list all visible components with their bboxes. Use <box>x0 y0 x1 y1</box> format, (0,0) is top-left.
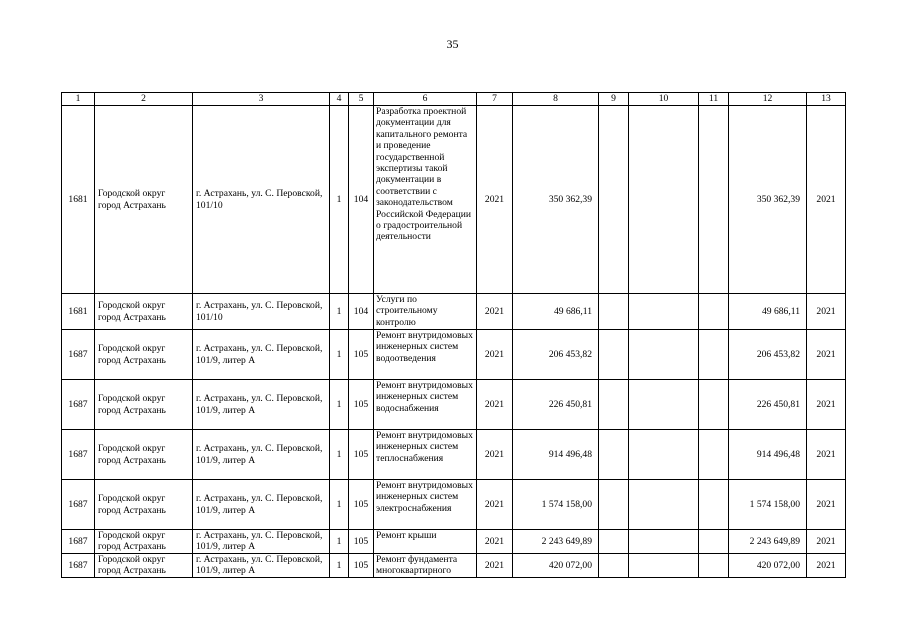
year-cell: 2021 <box>477 480 513 530</box>
cost-cell: 350 362,39 <box>513 106 599 294</box>
address-cell: г. Астрахань, ул. С. Перовской, 101/9, литер А <box>193 330 330 380</box>
row-number: 1687 <box>62 553 95 577</box>
col11-cell <box>699 330 729 380</box>
table-row <box>62 530 846 554</box>
table-row <box>62 553 846 577</box>
col10-cell <box>629 294 699 330</box>
col11-cell <box>699 430 729 480</box>
total-cost-cell: 420 072,00 <box>729 553 807 577</box>
municipality-cell: Городской округ город Астрахань <box>95 330 193 380</box>
total-cost-cell: 49 686,11 <box>729 294 807 330</box>
col-header: 13 <box>807 93 846 106</box>
col4-cell: 1 <box>330 480 349 530</box>
year-cell: 2021 <box>477 294 513 330</box>
address-cell: г. Астрахань, ул. С. Перовской, 101/9, литер А <box>193 553 330 577</box>
col5-cell: 105 <box>349 480 374 530</box>
col9-cell <box>599 530 629 554</box>
col11-cell <box>699 553 729 577</box>
col4-cell: 1 <box>330 380 349 430</box>
col10-cell <box>629 106 699 294</box>
col-header: 11 <box>699 93 729 106</box>
completion-year-cell: 2021 <box>807 294 846 330</box>
cost-cell: 914 496,48 <box>513 430 599 480</box>
col10-cell <box>629 480 699 530</box>
total-cost-cell: 226 450,81 <box>729 380 807 430</box>
col9-cell <box>599 330 629 380</box>
work-type-cell: Ремонт внутридомовых инженерных систем водоснабжения <box>374 380 477 430</box>
table-row <box>62 330 846 380</box>
year-cell: 2021 <box>477 530 513 554</box>
col9-cell <box>599 380 629 430</box>
year-cell: 2021 <box>477 330 513 380</box>
col-header: 7 <box>477 93 513 106</box>
col10-cell <box>629 380 699 430</box>
col-header: 12 <box>729 93 807 106</box>
municipality-cell: Городской округ город Астрахань <box>95 553 193 577</box>
col9-cell <box>599 106 629 294</box>
total-cost-cell: 1 574 158,00 <box>729 480 807 530</box>
table-row <box>62 480 846 530</box>
col-header: 1 <box>62 93 95 106</box>
year-cell: 2021 <box>477 106 513 294</box>
completion-year-cell: 2021 <box>807 530 846 554</box>
work-type-cell: Ремонт внутридомовых инженерных систем теплоснабжения <box>374 430 477 480</box>
municipality-cell: Городской округ город Астрахань <box>95 294 193 330</box>
cost-cell: 420 072,00 <box>513 553 599 577</box>
col-header: 3 <box>193 93 330 106</box>
year-cell: 2021 <box>477 380 513 430</box>
address-cell: г. Астрахань, ул. С. Перовской, 101/9, литер А <box>193 530 330 554</box>
col10-cell <box>629 530 699 554</box>
col-header: 5 <box>349 93 374 106</box>
col4-cell: 1 <box>330 430 349 480</box>
col5-cell: 105 <box>349 430 374 480</box>
col4-cell: 1 <box>330 530 349 554</box>
col-header: 4 <box>330 93 349 106</box>
total-cost-cell: 350 362,39 <box>729 106 807 294</box>
col5-cell: 105 <box>349 380 374 430</box>
completion-year-cell: 2021 <box>807 106 846 294</box>
col4-cell: 1 <box>330 294 349 330</box>
column-number-row <box>62 93 846 106</box>
municipality-cell: Городской округ город Астрахань <box>95 530 193 554</box>
page-number: 35 <box>446 37 459 51</box>
completion-year-cell: 2021 <box>807 480 846 530</box>
col11-cell <box>699 380 729 430</box>
col4-cell: 1 <box>330 106 349 294</box>
col9-cell <box>599 294 629 330</box>
address-cell: г. Астрахань, ул. С. Перовской, 101/10 <box>193 294 330 330</box>
cost-cell: 2 243 649,89 <box>513 530 599 554</box>
address-cell: г. Астрахань, ул. С. Перовской, 101/10 <box>193 106 330 294</box>
total-cost-cell: 206 453,82 <box>729 330 807 380</box>
col5-cell: 104 <box>349 106 374 294</box>
col5-cell: 104 <box>349 294 374 330</box>
col4-cell: 1 <box>330 330 349 380</box>
col11-cell <box>699 294 729 330</box>
year-cell: 2021 <box>477 553 513 577</box>
col10-cell <box>629 330 699 380</box>
col11-cell <box>699 106 729 294</box>
col10-cell <box>629 553 699 577</box>
col-header: 2 <box>95 93 193 106</box>
cost-cell: 226 450,81 <box>513 380 599 430</box>
cost-cell: 49 686,11 <box>513 294 599 330</box>
row-number: 1681 <box>62 294 95 330</box>
row-number: 1687 <box>62 430 95 480</box>
col5-cell: 105 <box>349 330 374 380</box>
col-header: 9 <box>599 93 629 106</box>
table-row <box>62 106 846 294</box>
total-cost-cell: 914 496,48 <box>729 430 807 480</box>
year-cell: 2021 <box>477 430 513 480</box>
municipality-cell: Городской округ город Астрахань <box>95 106 193 294</box>
row-number: 1687 <box>62 380 95 430</box>
row-number: 1681 <box>62 106 95 294</box>
capital-repair-table <box>61 92 846 578</box>
col5-cell: 105 <box>349 553 374 577</box>
table-row <box>62 380 846 430</box>
col5-cell: 105 <box>349 530 374 554</box>
address-cell: г. Астрахань, ул. С. Перовской, 101/9, литер А <box>193 430 330 480</box>
table-row <box>62 294 846 330</box>
row-number: 1687 <box>62 480 95 530</box>
row-number: 1687 <box>62 530 95 554</box>
col-header: 10 <box>629 93 699 106</box>
col10-cell <box>629 430 699 480</box>
work-type-cell: Ремонт фундамента многоквартирного <box>374 553 477 577</box>
work-type-cell: Ремонт внутридомовых инженерных систем водоотведения <box>374 330 477 380</box>
municipality-cell: Городской округ город Астрахань <box>95 430 193 480</box>
col-header: 8 <box>513 93 599 106</box>
work-type-cell: Разработка проектной документации для капитального ремонта и проведение государственной экспертизы такой документации в соответствии с законодательством Российской Федерации о градостроительной деятельности <box>374 106 477 294</box>
completion-year-cell: 2021 <box>807 380 846 430</box>
col9-cell <box>599 430 629 480</box>
table-row <box>62 430 846 480</box>
row-number: 1687 <box>62 330 95 380</box>
col9-cell <box>599 480 629 530</box>
cost-cell: 206 453,82 <box>513 330 599 380</box>
address-cell: г. Астрахань, ул. С. Перовской, 101/9, литер А <box>193 480 330 530</box>
work-type-cell: Ремонт крыши <box>374 530 477 554</box>
work-type-cell: Услуги по строительному контролю <box>374 294 477 330</box>
col11-cell <box>699 480 729 530</box>
work-type-cell: Ремонт внутридомовых инженерных систем электроснабжения <box>374 480 477 530</box>
cost-cell: 1 574 158,00 <box>513 480 599 530</box>
col4-cell: 1 <box>330 553 349 577</box>
municipality-cell: Городской округ город Астрахань <box>95 380 193 430</box>
col9-cell <box>599 553 629 577</box>
completion-year-cell: 2021 <box>807 430 846 480</box>
total-cost-cell: 2 243 649,89 <box>729 530 807 554</box>
address-cell: г. Астрахань, ул. С. Перовской, 101/9, литер А <box>193 380 330 430</box>
col11-cell <box>699 530 729 554</box>
completion-year-cell: 2021 <box>807 553 846 577</box>
col-header: 6 <box>374 93 477 106</box>
completion-year-cell: 2021 <box>807 330 846 380</box>
municipality-cell: Городской округ город Астрахань <box>95 480 193 530</box>
